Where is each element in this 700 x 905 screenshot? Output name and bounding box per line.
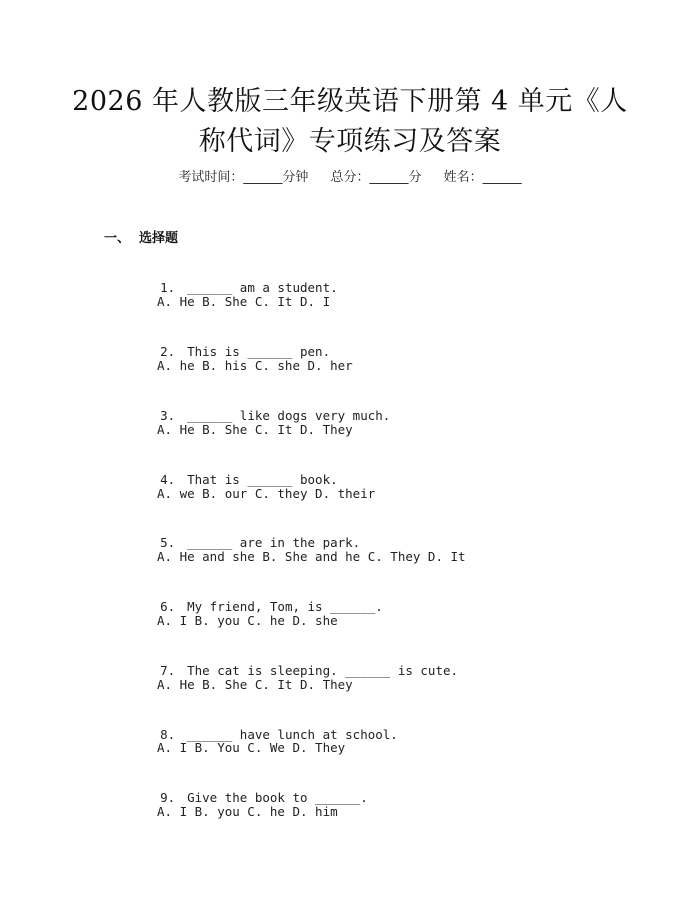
question-number: 1.: [160, 280, 176, 295]
exam-student-name: 姓名：______: [443, 170, 522, 185]
exam-time: 考试时间：______分钟: [178, 170, 309, 185]
exam-total-score: 总分：______分: [330, 170, 422, 185]
question-number: 7.: [160, 663, 176, 678]
question-options: A. he B. his C. she D. her: [157, 358, 353, 373]
question-number: 3.: [160, 408, 176, 423]
question-number: 6.: [160, 599, 176, 614]
question-text: That is ______ book.: [187, 472, 338, 487]
question-options: A. He and she B. She and he C. They D. It: [157, 549, 466, 564]
question-options: A. He B. She C. It D. They: [157, 422, 353, 437]
question-options: A. I B. You C. We D. They: [157, 740, 346, 755]
question-options: A. He B. She C. It D. They: [157, 677, 353, 692]
question-options: A. I B. you C. he D. she: [157, 613, 338, 628]
question-text: ______ have lunch at school.: [187, 727, 398, 742]
question-options: A. we B. our C. they D. their: [157, 486, 376, 501]
question-text: ______ are in the park.: [187, 535, 361, 550]
question-options: A. I B. you C. he D. him: [157, 804, 338, 819]
question-number: 8.: [160, 727, 176, 742]
question-text: ______ am a student.: [187, 280, 338, 295]
section-heading: 一、 选择题: [104, 231, 179, 246]
question-text: The cat is sleeping. ______ is cute.: [187, 663, 459, 678]
question-number: 4.: [160, 472, 176, 487]
title-line-1: 2026 年人教版三年级英语下册第 4 单元《人: [72, 86, 628, 117]
document-title: [60, 82, 640, 162]
question-text: This is ______ pen.: [187, 344, 331, 359]
title-line-2: 称代词》专项练习及答案: [198, 126, 502, 157]
question-number: 2.: [160, 344, 176, 359]
question-number: 9.: [160, 790, 176, 805]
question-text: My friend, Tom, is ______.: [187, 599, 383, 614]
question-text: Give the book to ______.: [187, 790, 368, 805]
question-options: A. He B. She C. It D. I: [157, 294, 331, 309]
question-number: 5.: [160, 535, 176, 550]
exam-info-line: [0, 168, 700, 188]
question-text: ______ like dogs very much.: [187, 408, 391, 423]
